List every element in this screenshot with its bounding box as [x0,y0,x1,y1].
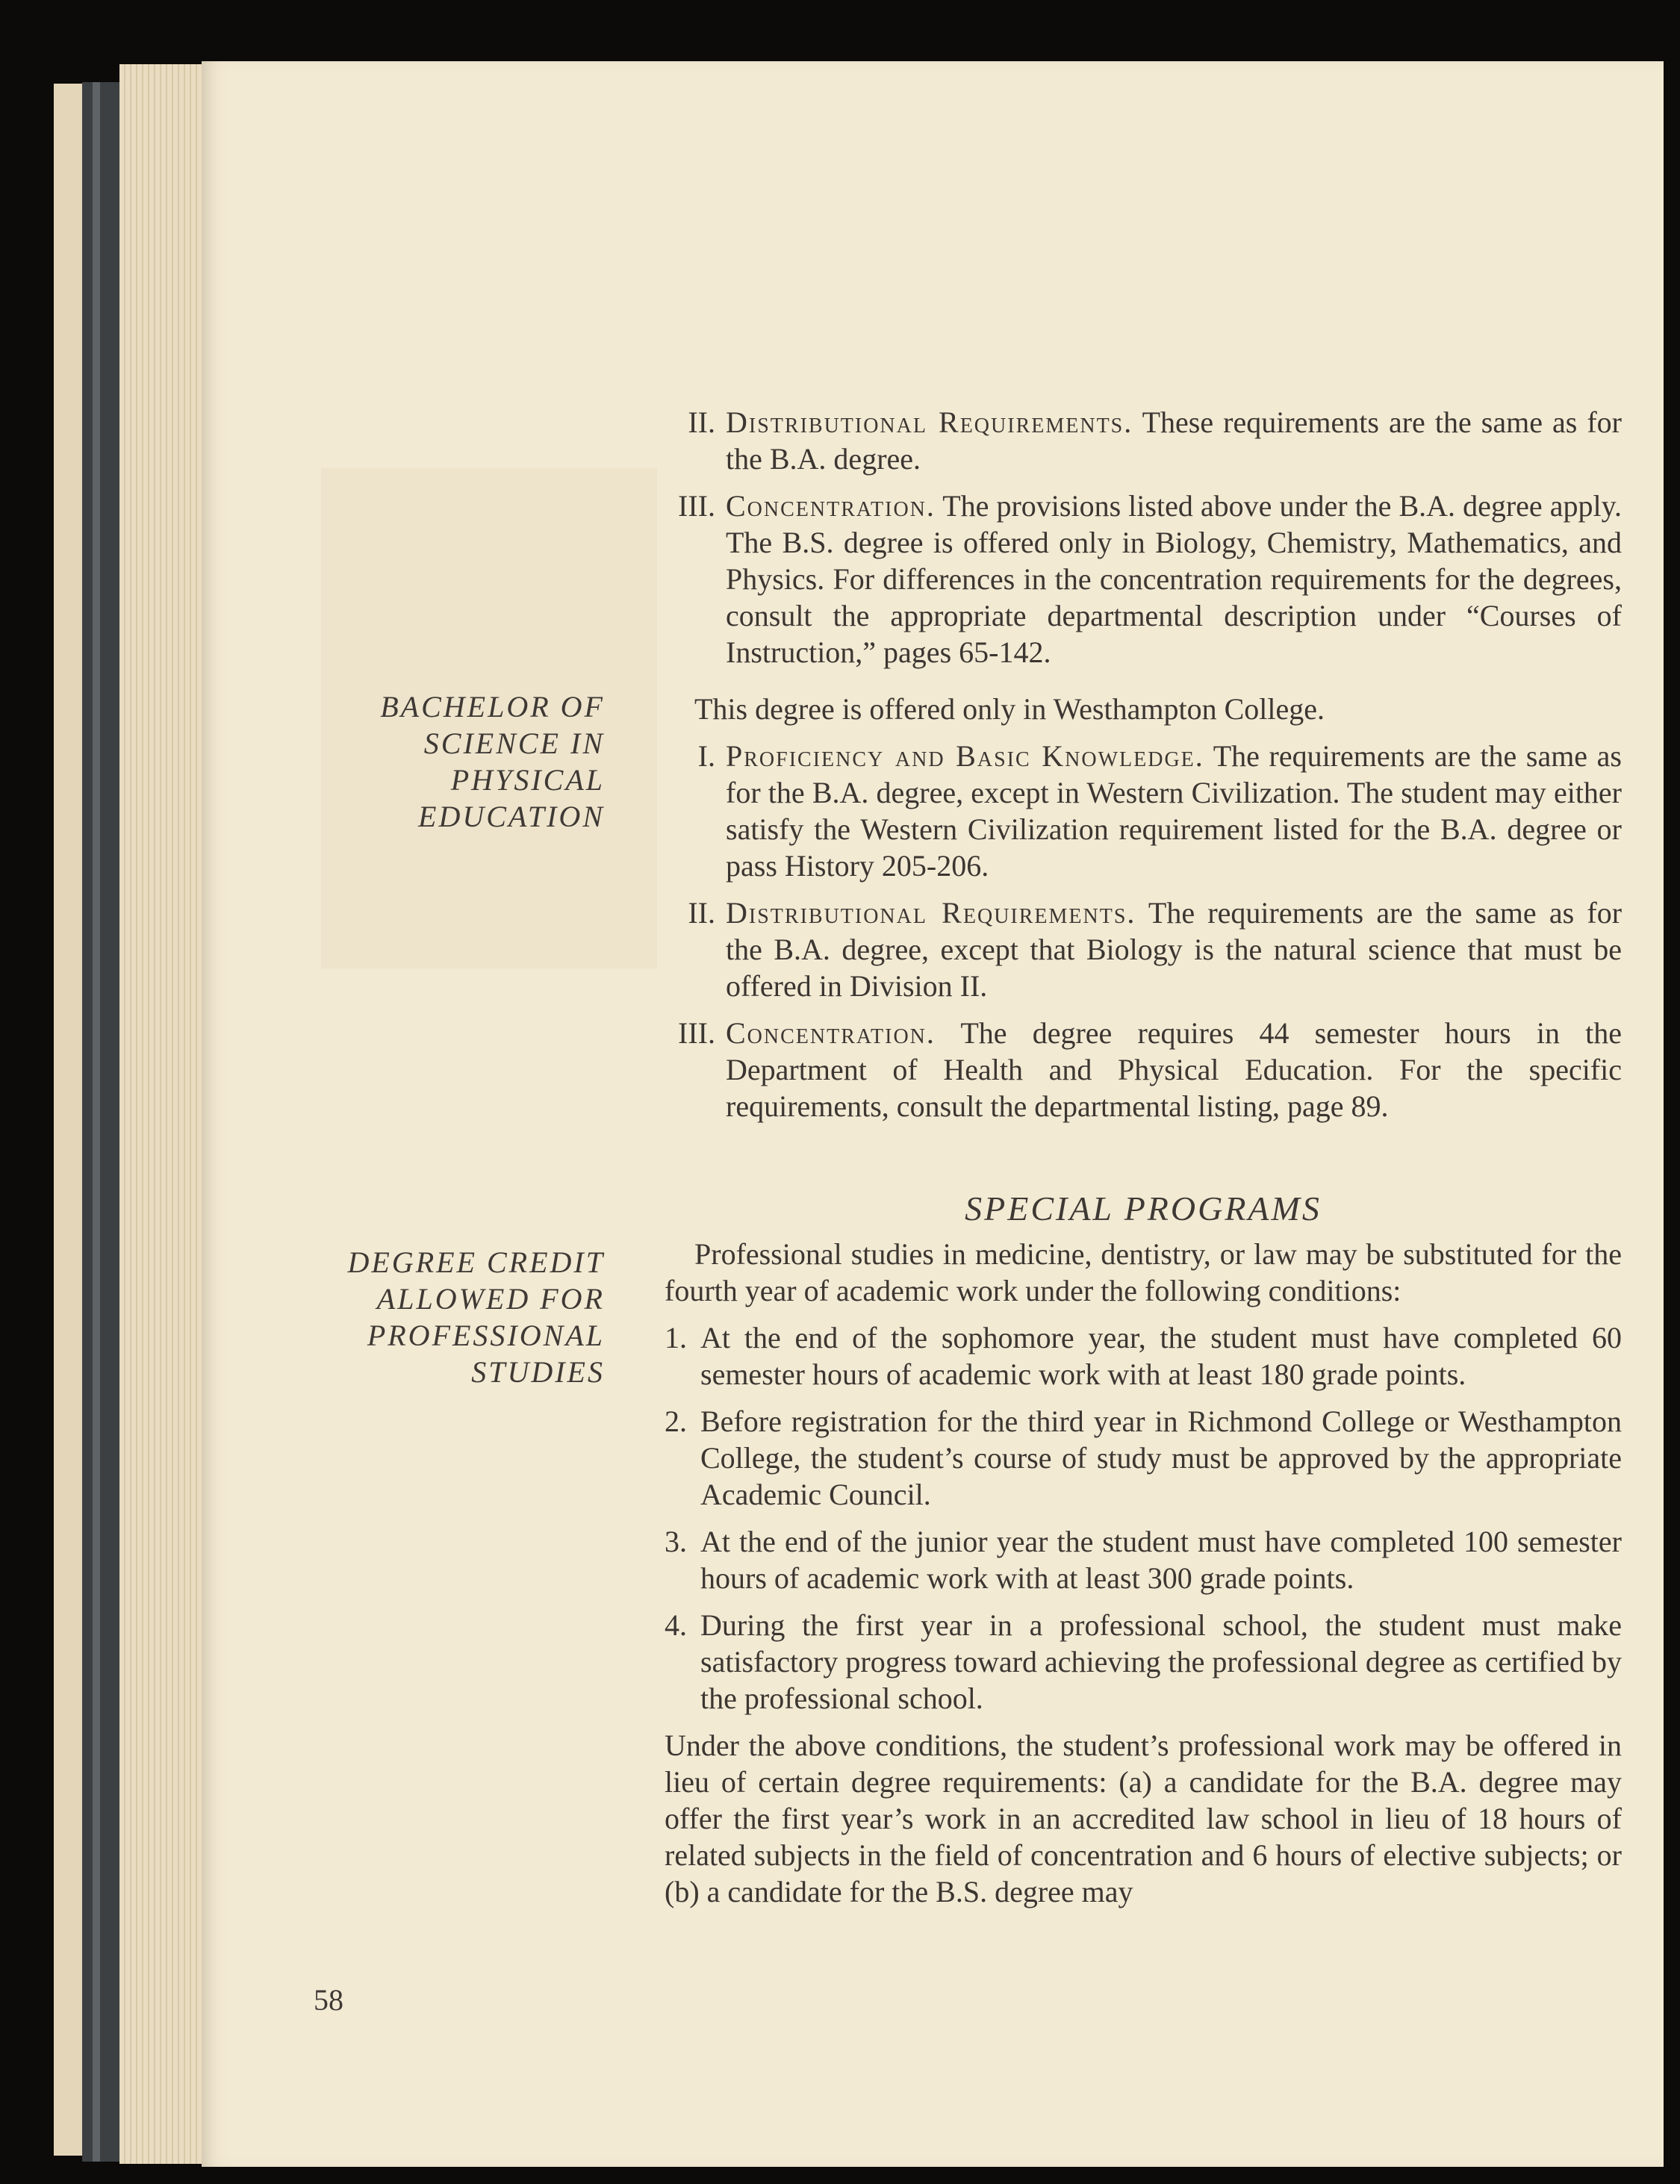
side-heading-degree-credit [347,1244,605,1390]
page-leaves [119,64,209,2164]
item-title: Concentration. [726,1016,936,1050]
condition-text: At the end of the junior year the student must have completed 100 semester hours of academic work with at least 300 grade points. [700,1525,1622,1595]
item-number: III. [678,1016,715,1050]
item-number: I. [697,739,715,773]
item-title: Concentration. [726,489,936,523]
item-text: The requirements are the same as for the B.A. degree, except in Western Civilization. The student may either satisfy the Western Civilization requirement listed for the B.A. degree or pass History 205-206. [726,739,1623,883]
item-title: Distributional Requirements. [726,405,1133,439]
bspe-intro: This degree is offered only in Westhampton College. [694,692,1325,726]
side-heading-line: PROFESSIONAL [367,1319,605,1352]
item-title: Proficiency and Basic Knowledge. [726,739,1204,773]
requirement-item [665,488,1622,671]
condition-item [665,1319,1622,1393]
condition-text: During the first year in a professional school, the student must make satisfactory progress toward achieving the professional degree as certified by the professional school. [700,1608,1622,1715]
item-text: The degree requires 44 semester hours in the Department of Health and Physical Education. For the specific requirements, consult the departmental listing, page 89. [726,1016,1623,1123]
condition-number: 2. [665,1404,687,1438]
item-title: Distributional Requirements. [726,896,1136,930]
condition-number: 3. [665,1525,687,1558]
side-heading-line: ALLOWED FOR [376,1282,605,1316]
condition-number: 4. [665,1608,687,1642]
item-number: III. [678,489,715,523]
special-programs [665,1190,1622,1910]
condition-number: 1. [665,1321,687,1354]
condition-text: Before registration for the third year in Richmond College or Westhampton College, the student’s course of study must be approved by the appropriate Academic Council. [700,1404,1622,1511]
book-spine-highlight [93,82,100,2162]
item-text: These requirements are the same as for the B.A. degree. [726,405,1622,476]
side-heading-bs-physical-education [380,688,605,835]
special-programs-heading: SPECIAL PROGRAMS [965,1189,1322,1228]
side-heading-line: DEGREE CREDIT [347,1245,605,1279]
condition-text: At the end of the sophomore year, the student must have completed 60 semester hours of academic work with at least 180 grade points. [700,1321,1622,1391]
bspe-requirements [665,691,1622,1124]
side-heading-line: STUDIES [471,1355,605,1389]
condition-item [665,1607,1622,1717]
book-spine [82,82,119,2162]
condition-item [665,1523,1622,1596]
closing-paragraph: Under the above conditions, the student’s professional work may be offered in lieu of certain degree requirements: (a) a candidate for the B.A. degree may offer the first year’s work in an accredited law school in lieu of 18 hours of related subjects in the field of concentration and 6 hours of elective subjects; or (b) a candidate for the B.S. degree may [665,1729,1622,1908]
side-heading-line: PHYSICAL [450,763,605,797]
side-heading-line: EDUCATION [418,800,605,833]
requirement-item [665,738,1622,884]
item-text: The requirements are the same as for the B.A. degree, except that Biology is the natural science that must be offered in Division II. [726,896,1623,1003]
condition-item [665,1403,1622,1513]
requirement-item [665,404,1622,477]
side-heading-line: SCIENCE IN [423,727,605,760]
requirement-item [665,895,1622,1004]
page-number: 58 [314,1983,343,2017]
item-number: II. [688,405,715,439]
item-number: II. [688,896,715,930]
requirement-item [665,1015,1622,1124]
item-text: The provisions listed above under the B.A. degree apply. The B.S. degree is offered only in Biology, Chemistry, Mathematics, and Physics. For differences in the concentration requirements for the degrees, consult the appropriate departmental description under “Courses of Instruction,” pages 65-142. [726,489,1622,669]
special-intro: Professional studies in medicine, dentistry, or law may be substituted for the fourth year of academic work under the following conditions: [665,1237,1622,1307]
side-heading-line: BACHELOR OF [380,690,605,724]
bs-requirements [665,404,1622,671]
